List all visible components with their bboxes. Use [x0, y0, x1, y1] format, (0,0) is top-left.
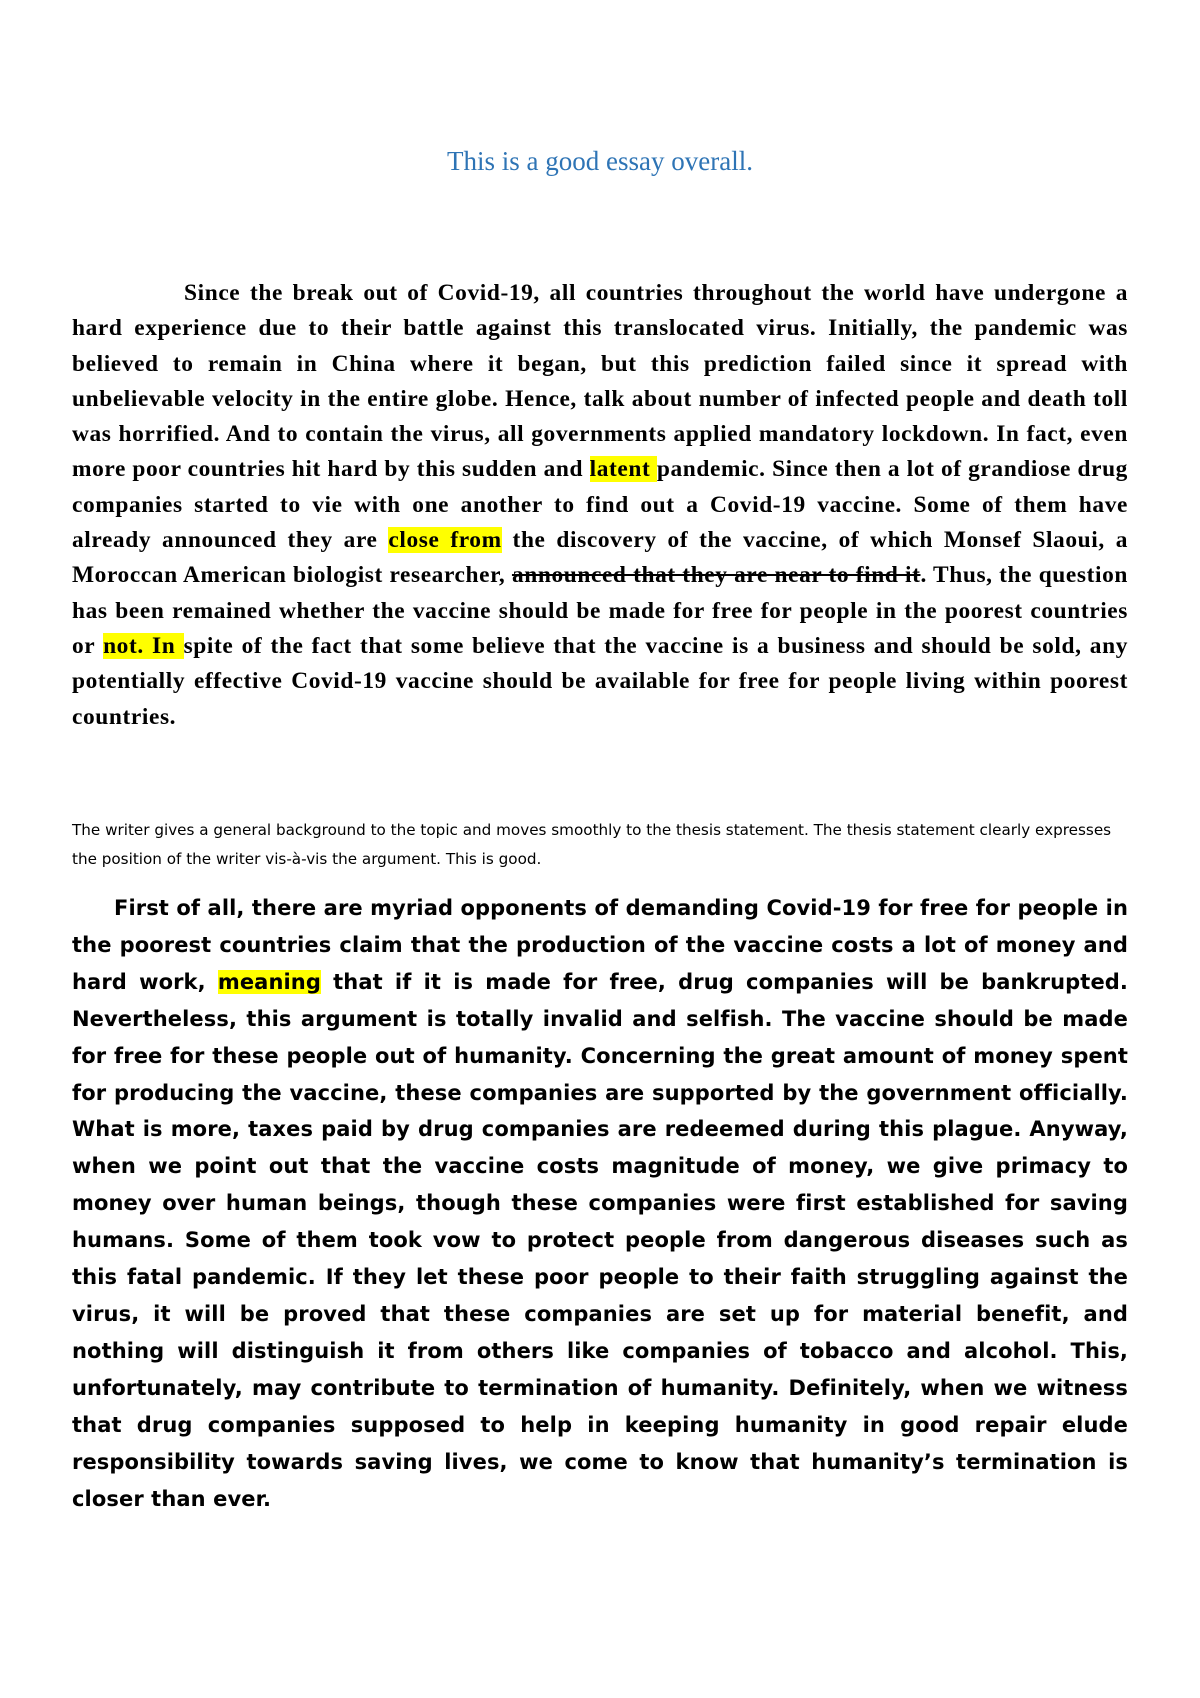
- intro-paragraph: [72, 276, 1128, 735]
- intro-text-3: the discovery of the vaccine, of which Monsef Slaoui, a Moroccan American biologist researcher,: [72, 527, 1128, 589]
- body-text-2: that if it is made for free, drug companies will be bankrupted. Nevertheless, this argument is totally invalid and selfish. The vaccine should be made for free for these people out of humanity. Concerning the great amount of money spent for producing the vaccine, these companies are supported by the government officially. What is more, taxes paid by drug companies are redeemed during this plague. Anyway, when we point out that the vaccine costs magnitude of money, we give primacy to money over human beings, though these companies were first established for saving humans. Some of them took vow to protect people from dangerous diseases such as this fatal pandemic. If they let these poor people to their faith struggling against the virus, it will be proved that these companies are set up for material benefit, and nothing will distinguish it from others like companies of tobacco and alcohol. This, unfortunately, may contribute to termination of humanity. Definitely, when we witness that drug companies supposed to help in keeping humanity in good repair elude responsibility towards saving lives, we come to know that humanity’s termination is closer than ever.: [72, 969, 1129, 1511]
- reviewer-comment: The writer gives a general background to the topic and moves smoothly to the thesis statement. The thesis statement clearly expresses the position of the writer vis-à-vis the argument. This is good.: [72, 821, 1112, 868]
- page-title: This is a good essay overall.: [447, 146, 753, 176]
- highlight-not-in: not. In: [103, 632, 184, 659]
- highlight-meaning: meaning: [217, 969, 321, 994]
- intro-text-5: spite of the fact that some believe that the vaccine is a business and should be sold, any potentially effective Covid-19 vaccine should be available for free for people living within poorest countries.: [72, 632, 1128, 730]
- intro-text-2: pandemic. Since then a lot of grandiose drug companies started to vie with one another to find out a Covid-19 vaccine. Some of them have already announced they are: [72, 456, 1128, 554]
- highlight-close-from: close from: [388, 527, 502, 554]
- body-text-1: First of all, there are myriad opponents of demanding Covid-19 for free for people in the poorest countries claim that the production of the vaccine costs a lot of money and hard work,: [72, 896, 1128, 994]
- highlight-latent: latent: [589, 456, 657, 483]
- intro-text-4: . Thus, the question has been remained whether the vaccine should be made for free for people in the poorest countries or: [72, 562, 1128, 659]
- struck-text: announced that they are near to find it: [511, 562, 921, 589]
- intro-text-1: Since the break out of Covid-19, all countries throughout the world have undergone a hard experience due to their battle against this translocated virus. Initially, the pandemic was believed to remain in China where it began, but this prediction failed since it spread with unbelievable velocity in the entire globe. Hence, talk about number of infected people and death toll was horrified. And to contain the virus, all governments applied mandatory lockdown. In fact, even more poor countries hit hard by this sudden and: [72, 280, 1128, 483]
- body-paragraph: [72, 890, 1128, 1517]
